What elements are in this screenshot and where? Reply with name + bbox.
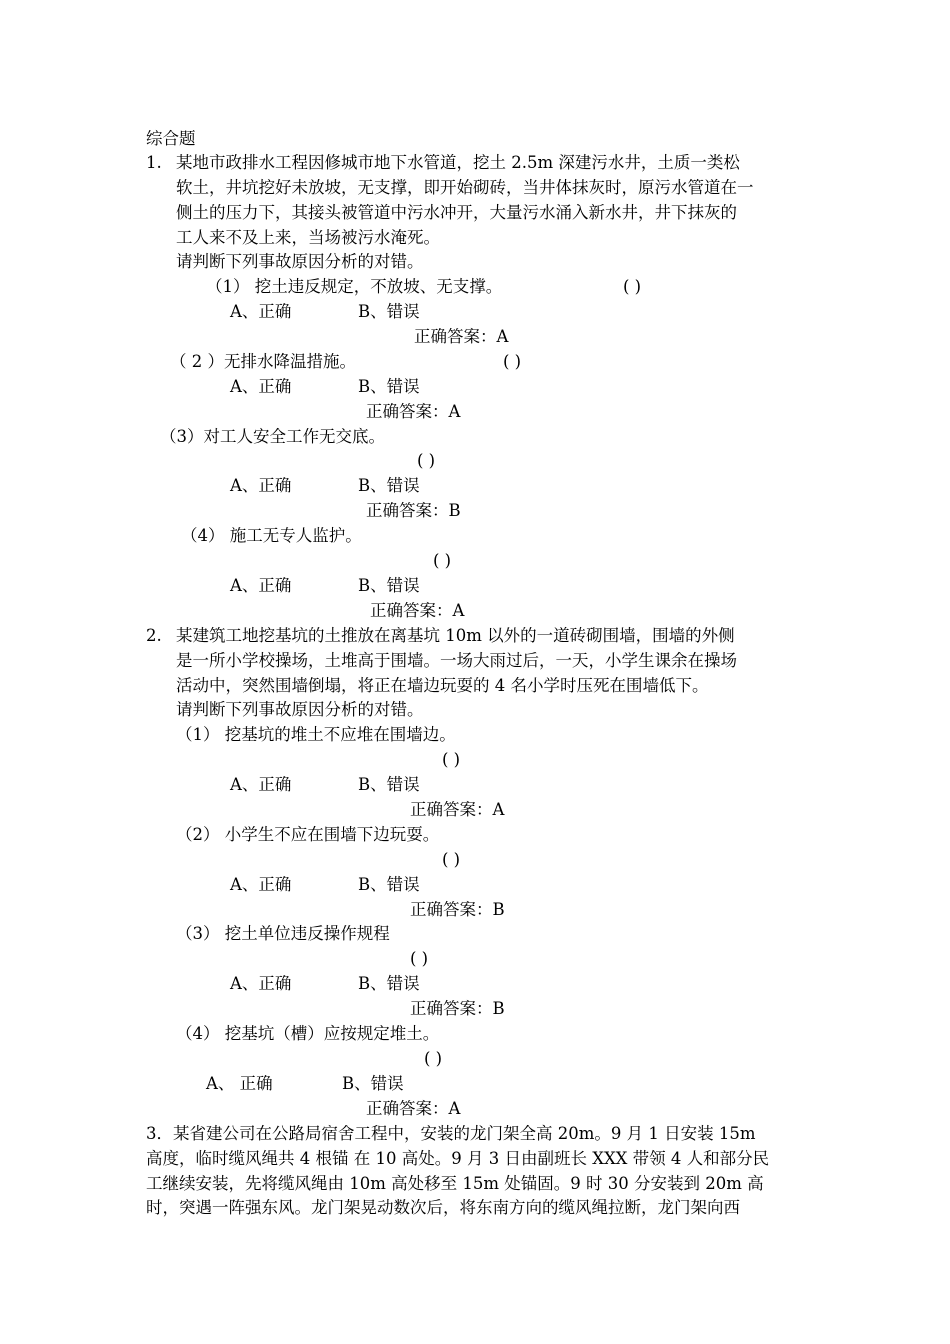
- q3-line: 高度，临时缆风绳共 4 根锚 在 10 高处。9 月 3 日由副班长 XXX 带领 4 人和部分民: [146, 1149, 770, 1168]
- q1-stem-line: 某地市政排水工程因修城市地下水管道，挖土 2.5m 深建污水井，土质一类松: [176, 153, 740, 172]
- correct-answer: 正确答案：A: [366, 402, 461, 421]
- option-a: A、正确: [230, 875, 292, 894]
- q1-stem-line: 侧土的压力下，其接头被管道中污水冲开，大量污水涌入新水井，井下抹灰的: [176, 203, 737, 222]
- q1-stem-line: 软土，井坑挖好未放坡，无支撑，即开始砌砖，当井体抹灰时，原污水管道在一: [176, 178, 754, 197]
- option-b: B、错误: [358, 476, 420, 495]
- answer-parens: ( ): [417, 451, 436, 470]
- q1-prompt: 请判断下列事故原因分析的对错。: [176, 252, 424, 271]
- option-a: A、正确: [230, 377, 292, 396]
- option-b: B、错误: [358, 302, 420, 321]
- q2-item-label: （3） 挖土单位违反操作规程: [176, 924, 390, 943]
- section-heading: 综合题: [146, 129, 196, 148]
- correct-answer: 正确答案：A: [410, 800, 505, 819]
- correct-answer: 正确答案：B: [410, 900, 505, 919]
- q2-item-label: （2） 小学生不应在围墙下边玩耍。: [176, 825, 440, 844]
- option-b: B、错误: [358, 377, 420, 396]
- q2-number: 2.: [146, 626, 162, 645]
- answer-parens: ( ): [442, 850, 461, 869]
- option-a: A、 正确: [206, 1074, 273, 1093]
- option-a: A、正确: [230, 302, 292, 321]
- answer-parens: ( ): [424, 1049, 443, 1068]
- option-b: B、错误: [358, 875, 420, 894]
- q2-stem-line: 某建筑工地挖基坑的土推放在离基坑 10m 以外的一道砖砌围墙，围墙的外侧: [176, 626, 735, 645]
- correct-answer: 正确答案：B: [410, 999, 505, 1018]
- q1-number: 1.: [146, 153, 162, 172]
- option-b: B、错误: [358, 775, 420, 794]
- option-a: A、正确: [230, 974, 292, 993]
- answer-parens: ( ): [503, 352, 522, 371]
- correct-answer: 正确答案：B: [366, 501, 461, 520]
- option-b: B、错误: [358, 576, 420, 595]
- option-a: A、正确: [230, 775, 292, 794]
- correct-answer: 正确答案：A: [370, 601, 465, 620]
- q3-line: 时，突遇一阵强东风。龙门架晃动数次后，将东南方向的缆风绳拉断，龙门架向西: [146, 1198, 740, 1217]
- q3-line: 工继续安装，先将缆风绳由 10m 高处移至 15m 处锚固。9 时 30 分安装到 20m 高: [146, 1174, 764, 1193]
- q1-item-label: （1） 挖土违反规定，不放坡、无支撑。: [206, 277, 503, 296]
- q1-item-label: （3）对工人安全工作无交底。: [160, 427, 385, 446]
- q2-stem-line: 活动中，突然围墙倒塌，将正在墙边玩耍的 4 名小学时压死在围墙低下。: [176, 676, 709, 695]
- q2-prompt: 请判断下列事故原因分析的对错。: [176, 700, 424, 719]
- q2-item-label: （1） 挖基坑的堆土不应堆在围墙边。: [176, 725, 456, 744]
- answer-parens: ( ): [442, 750, 461, 769]
- q3-line: 3．某省建公司在公路局宿舍工程中，安装的龙门架全高 20m。9 月 1 日安装 15m: [146, 1124, 756, 1143]
- q2-item-label: （4） 挖基坑（槽）应按规定堆土。: [176, 1024, 440, 1043]
- option-a: A、正确: [230, 476, 292, 495]
- q1-item-label: （4） 施工无专人监护。: [181, 526, 362, 545]
- correct-answer: 正确答案：A: [414, 327, 509, 346]
- option-b: B、错误: [358, 974, 420, 993]
- option-a: A、正确: [230, 576, 292, 595]
- answer-parens: ( ): [410, 949, 429, 968]
- option-b: B、错误: [342, 1074, 404, 1093]
- correct-answer: 正确答案：A: [366, 1099, 461, 1118]
- q1-item-label: （ 2 ）无排水降温措施。: [170, 352, 356, 371]
- q2-stem-line: 是一所小学校操场，土堆高于围墙。一场大雨过后，一天，小学生课余在操场: [176, 651, 737, 670]
- answer-parens: ( ): [623, 277, 642, 296]
- answer-parens: ( ): [433, 551, 452, 570]
- q1-stem-line: 工人来不及上来，当场被污水淹死。: [176, 228, 440, 247]
